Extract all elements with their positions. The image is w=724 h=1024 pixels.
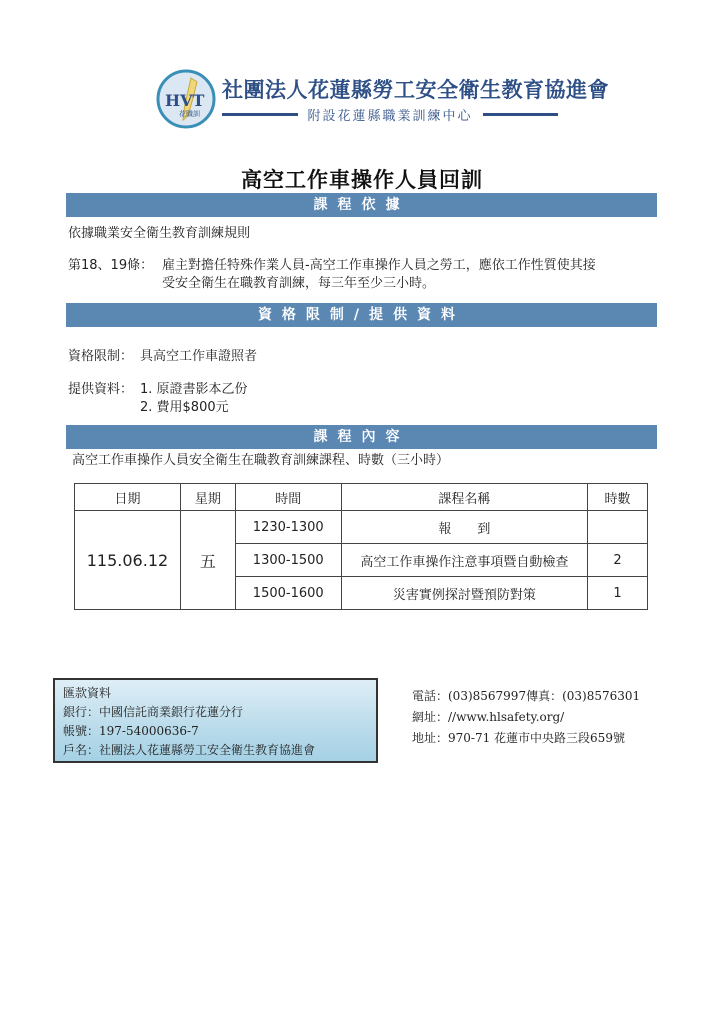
time-cell: 1500-1600	[235, 577, 341, 610]
bank-info-box	[53, 678, 378, 763]
provide-item: 2. 費用$800元	[140, 400, 229, 415]
hours-cell: 2	[588, 544, 648, 577]
col-header-time: 時間	[235, 484, 341, 511]
content-subtitle: 高空工作車操作人員安全衛生在職教育訓練課程、時數（三小時）	[72, 453, 450, 468]
contact-web[interactable]: 網址：//www.hlsafety.org/	[412, 710, 565, 724]
basis-prefix: 第18、19條：	[68, 258, 154, 273]
bank-title: 匯款資料	[63, 686, 112, 700]
logo-text: HVT	[165, 91, 205, 110]
logo-sub: 花職訓	[179, 110, 200, 118]
org-name: 社團法人花蓮縣勞工安全衛生教育協進會	[222, 78, 609, 102]
section-heading-basis: 課程依據	[66, 193, 657, 217]
org-subtitle	[222, 104, 558, 124]
col-header-course: 課程名稱	[341, 484, 587, 511]
basis-line1: 依據職業安全衛生教育訓練規則	[68, 226, 251, 241]
course-cell: 高空工作車操作注意事項暨自動檢查	[341, 544, 587, 577]
divider	[483, 113, 559, 116]
org-logo	[155, 68, 217, 130]
limit-label: 資格限制：	[68, 349, 134, 364]
table-row	[75, 511, 648, 544]
date-cell: 115.06.12	[75, 511, 181, 610]
course-cell: 災害實例探討暨預防對策	[341, 577, 587, 610]
weekday-cell: 五	[180, 511, 235, 610]
course-cell: 報 到	[341, 511, 587, 544]
provide-label: 提供資料：	[68, 382, 134, 397]
col-header-date: 日期	[75, 484, 181, 511]
contact-phone: 電話：(03)8567997傳真：(03)8576301	[412, 689, 641, 703]
bank-name: 銀行：中國信託商業銀行花蓮分行	[63, 705, 244, 719]
section-heading-content: 課程內容	[66, 425, 657, 449]
col-header-weekday: 星期	[180, 484, 235, 511]
bank-holder: 戶名：社團法人花蓮縣勞工安全衛生教育協進會	[63, 743, 316, 757]
time-cell: 1300-1500	[235, 544, 341, 577]
divider	[222, 113, 298, 116]
org-sub-text: 附設花蓮縣職業訓練中心	[307, 108, 473, 124]
section-heading-qualification: 資格限制/提供資料	[66, 303, 657, 327]
table-header-row	[75, 484, 648, 511]
time-cell: 1230-1300	[235, 511, 341, 544]
col-header-hours: 時數	[588, 484, 648, 511]
hours-cell	[588, 511, 648, 544]
contact-address: 地址：970-71 花蓮市中央路三段659號	[412, 731, 625, 745]
hours-cell: 1	[588, 577, 648, 610]
contact-info	[412, 686, 640, 749]
limit-value: 具高空工作車證照者	[140, 349, 258, 364]
bank-account: 帳號：197-54000636-7	[63, 724, 199, 738]
provide-item: 1. 原證書影本乙份	[140, 382, 248, 397]
basis-line2: 雇主對擔任特殊作業人員-高空工作車操作人員之勞工，應依工作性質使其接	[162, 258, 596, 273]
page-title: 高空工作車操作人員回訓	[241, 168, 483, 192]
schedule-table	[74, 483, 648, 610]
basis-line3: 受安全衛生在職教育訓練，每三年至少三小時。	[162, 276, 436, 291]
